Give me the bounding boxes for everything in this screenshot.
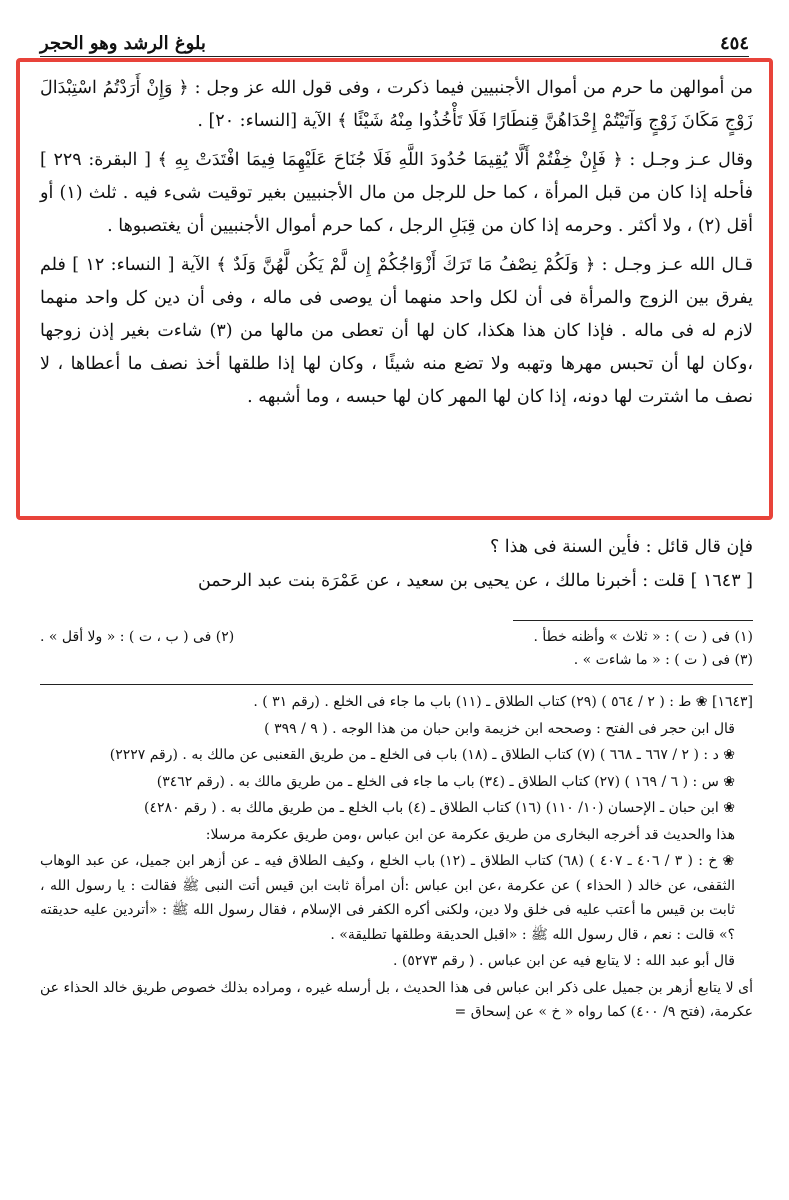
- footnote-row: [40, 626, 753, 649]
- takhrij-line: ❀ س : ( ٦ / ١٦٩ ) (٢٧) كتاب الطلاق ـ (٣٤) باب ما جاء فى الخلع ـ من طريق مالك به . (رقم ٣٤٦٢): [156, 773, 735, 790]
- main-paragraph-1: من أموالهن ما حرم من أموال الأجنبيين فيما ذكرت ، وفى قول الله عز وجل : ﴿ وَإِنْ أَرَدْتُمُ اسْتِبْدَالَ زَوْجٍ مَكَانَ زَوْجٍ وَآتَيْتُمْ إِحْدَاهُنَّ قِنطَارًا فَلَا تَأْخُذُوا مِنْهُ شَيْئًا ﴾ الآية [النساء: ٢٠] .: [40, 78, 753, 131]
- main-paragraph-3: قـال الله عـز وجـل : ﴿ وَلَكُمْ نِصْفُ مَا تَرَكَ أَزْوَاجُكُمْ إِن لَّمْ يَكُن لَّهُنَّ وَلَدٌ ﴾ الآية [ النساء: ١٢ ] فلم يفرق بين الزوج والمرأة فى أن لكل واحد منهما أن يوصى فى ماله ، وفى أن دين كل واحد منهما لازم له فى ماله . فإذا كان هذا هكذا، كان لها أن تعطى من مالها من (٣) شاءت بغير إذن زوجها ،وكان لها أن تحبس مهرها وتهبه ولا تضع منه شيئًا ، وكان لها إذا طلقها أخذ نصف ما أعطاها ، لا نصف ما اشترت لها دونه، إذا كان لها المهر كان لها حبسه ، وما أشبهه .: [40, 255, 753, 407]
- footnote-3: (٣) فى ( ت ) : « ما شاءت » .: [573, 652, 753, 668]
- running-title: بلوغ الرشد وهو الحجر: [40, 33, 206, 54]
- main-paragraph-2: وقال عـز وجـل : ﴿ فَإِنْ خِفْتُمْ أَلَّا يُقِيمَا حُدُودَ اللَّهِ فَلَا جُنَاحَ عَلَيْهِمَا فِيمَا افْتَدَتْ بِهِ ﴾ [ البقرة: ٢٢٩ ] فأحله إذا كان من قبل المرأة ، كما حل للرجل من مال الأجنبيين بغير توقيت شىء فيه . ثلث (١) أو أقل (٢) ، ولا أكثر . وحرمه إذا كان من قِبَلِ الرجل ، كما حرم أموال الأجنبيين أن يغتصبوها .: [40, 150, 754, 236]
- takhrij-line: ❀ ابن حبان ـ الإحسان (١٠/ ١١٠) (١٦) كتاب الطلاق ـ (٤) باب الخلع ـ من طريق مالك به . ( رقم ٤٢٨٠): [144, 800, 735, 816]
- takhrij-line: قال أبو عبد الله : لا يتابع فيه عن ابن عباس . ( رقم ٥٢٧٣) .: [392, 953, 735, 969]
- takhrij-line: [١٦٤٣] ❀ ط : ( ٢ / ٥٦٤ ) (٢٩) كتاب الطلاق ـ (١١) باب ما جاء فى الخلع . (رقم ٣١ ) .: [253, 694, 753, 710]
- footnote-row: [40, 649, 753, 672]
- question-line: فإن قال قائل : فأين السنة فى هذا ؟: [489, 537, 753, 557]
- takhrij-line: ❀ د : ( ٢ / ٦٦٧ ـ ٦٦٨ ) (٧) كتاب الطلاق ـ (١٨) باب فى الخلع ـ من طريق القعنبى عن مالك به . (رقم ٢٢٢٧): [109, 747, 735, 763]
- footnotes: [40, 626, 753, 672]
- takhrij-line: هذا والحديث قد أخرجه البخارى من طريق عكرمة عن ابن عباس ،ومن طريق عكرمة مرسلا:: [205, 826, 735, 843]
- page-number: ٤٥٤: [719, 33, 749, 54]
- takhrij-divider: [40, 684, 753, 685]
- main-text: [40, 72, 753, 420]
- hadith-1643-line: [ ١٦٤٣ ] قلت : أخبرنا مالك ، عن يحيى بن سعيد ، عن عَمْرَة بنت عبد الرحمن: [197, 571, 753, 591]
- footnote-1: (١) فى ( ت ) : « ثلاث » وأظنه خطأ .: [533, 629, 753, 645]
- page-header: [40, 30, 749, 57]
- takhrij-line: أى لا يتابع أزهر بن جميل على ذكر ابن عباس فى هذا الحديث ، بل أرسله غيره ، ومراده بذلك خصوص طريق خالد الحذاء عن عكرمة، (فتح ٩/ ٤٠٠) كما رواه « خ » عن إسحاق =: [40, 979, 753, 1020]
- takhrij-line: ❀ خ : ( ٣ / ٤٠٦ ـ ٤٠٧ ) (٦٨) كتاب الطلاق ـ (١٢) باب الخلع ، وكيف الطلاق فيه ـ عن أزهر ابن جميل، عن عبد الوهاب الثقفى، عن خالد ( الحذاء ) عن عكرمة ،عن ابن عباس :أن امرأة ثابت ابن قيس أتت النبى ﷺ فقالت : يا رسول الله ، ثابت بن قيس ما أعتب عليه فى خلق ولا دين، ولكنى أكره الكفر فى الإسلام ، فقال رسول الله ﷺ : «أتردين عليه حديقته ؟» قالت : نعم ، قال رسول الله ﷺ : «اقبل الحديقة وطلقها تطليقة» .: [40, 853, 735, 943]
- takhrij-line: قال ابن حجر فى الفتح : وصححه ابن خزيمة وابن حبان من هذا الوجه . ( ٩ / ٣٩٩ ): [264, 720, 735, 737]
- continuation-text: [40, 530, 753, 598]
- footnote-divider: [513, 620, 753, 621]
- footnote-2: (٢) فى ( ب ، ت ) : « ولا أقل » .: [40, 629, 235, 645]
- takhrij-notes: [40, 690, 753, 1027]
